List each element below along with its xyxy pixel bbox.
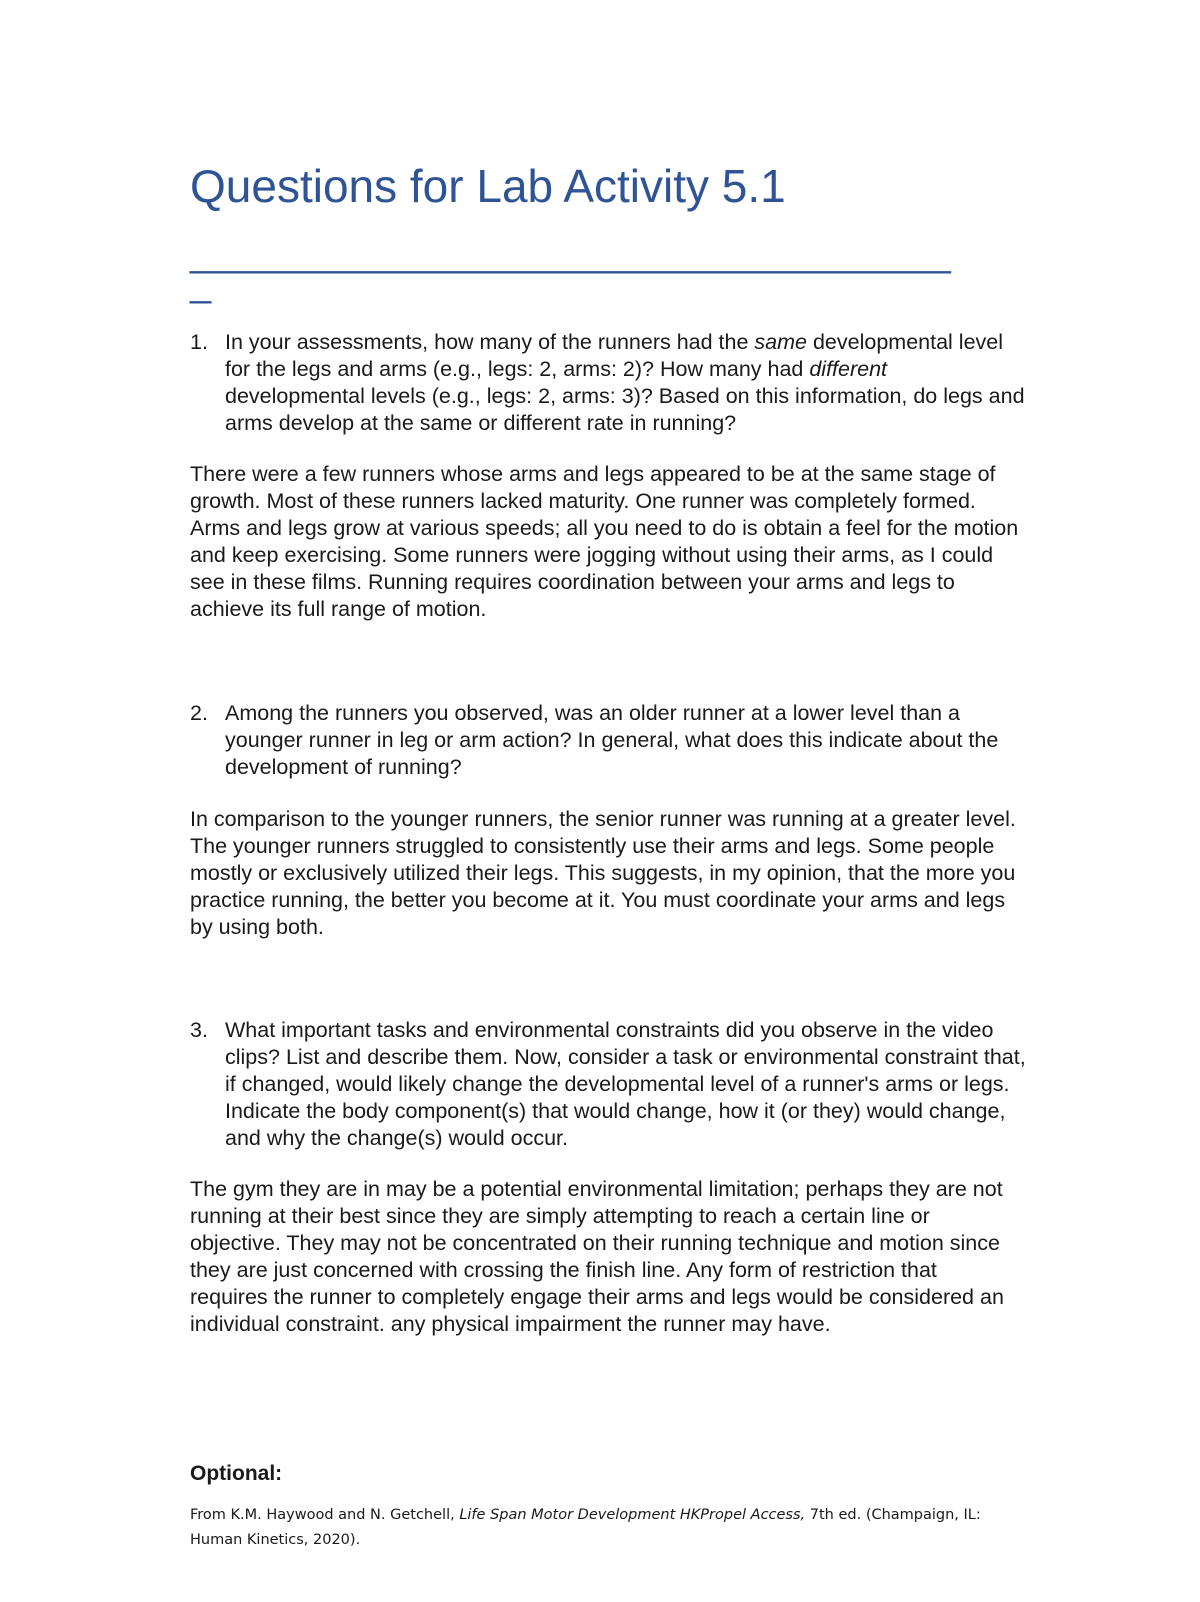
book-title: Life Span Motor Development HKPropel Access, <box>459 1507 806 1523</box>
question-3 <box>190 1017 1030 1152</box>
question-2 <box>190 700 1030 781</box>
title-underline-tail: _ <box>190 263 212 305</box>
question-text: Among the runners you observed, was an older runner at a lower level than a younger runner in leg or arm action? In general, what does this indicate about the development of running? <box>225 701 999 779</box>
answer-2: In comparison to the younger runners, the senior runner was running at a greater level. The younger runners struggled to consistently use their arms and legs. Some people mostly or exclusively utilized their legs. This suggests, in my opinion, that the more you practice running, the better you become at it. You must coordinate your arms and legs by using both. <box>190 807 1016 939</box>
answer-1: There were a few runners whose arms and legs appeared to be at the same stage of growth. Most of these runners lacked maturity. One runner was completely formed. Arms and legs grow at various speeds; all you need to do is obtain a feel for the motion and keep exercising. Some runners were jogging without using their arms, as I could see in these films. Running requires coordination between your arms and legs to achieve its full range of motion. <box>190 462 1019 621</box>
emphasis-different: different <box>809 357 888 381</box>
question-number: 1. <box>190 330 208 354</box>
question-text: In your assessments, how many of the runners had the same developmental level for the legs and arms (e.g., legs: 2, arms: 2)? How many had different developmental levels (e.g., legs: 2, arms: 3)? Based on this information, do legs and arms develop at the same or different rate in running? <box>225 330 1025 435</box>
citation: From K.M. Haywood and N. Getchell, Life Span Motor Development HKPropel Access, 7th ed. (Champaign, IL: Human Kinetics, 2020). <box>190 1507 981 1548</box>
emphasis-same: same <box>754 330 807 354</box>
title-underline: ____________________________________ <box>190 233 951 275</box>
question-number: 3. <box>190 1018 208 1042</box>
question-number: 2. <box>190 701 208 725</box>
optional-heading: Optional: <box>190 1462 283 1485</box>
question-text: What important tasks and environmental constraints did you observe in the video clips? List and describe them. Now, consider a task or environmental constraint that, if changed, would likely change the developmental level of a runner's arms or legs. Indicate the body component(s) that would change, how it (or they) would change, and why the change(s) would occur. <box>225 1018 1026 1150</box>
question-1 <box>190 329 1030 437</box>
answer-3: The gym they are in may be a potential environmental limitation; perhaps they are not running at their best since they are simply attempting to reach a certain line or objective. They may not be concentrated on their running technique and motion since they are just concerned with crossing the finish line. Any form of restriction that requires the runner to completely engage their arms and legs would be considered an individual constraint. any physical impairment the runner may have. <box>190 1177 1004 1336</box>
page-title: Questions for Lab Activity 5.1 <box>190 160 786 212</box>
